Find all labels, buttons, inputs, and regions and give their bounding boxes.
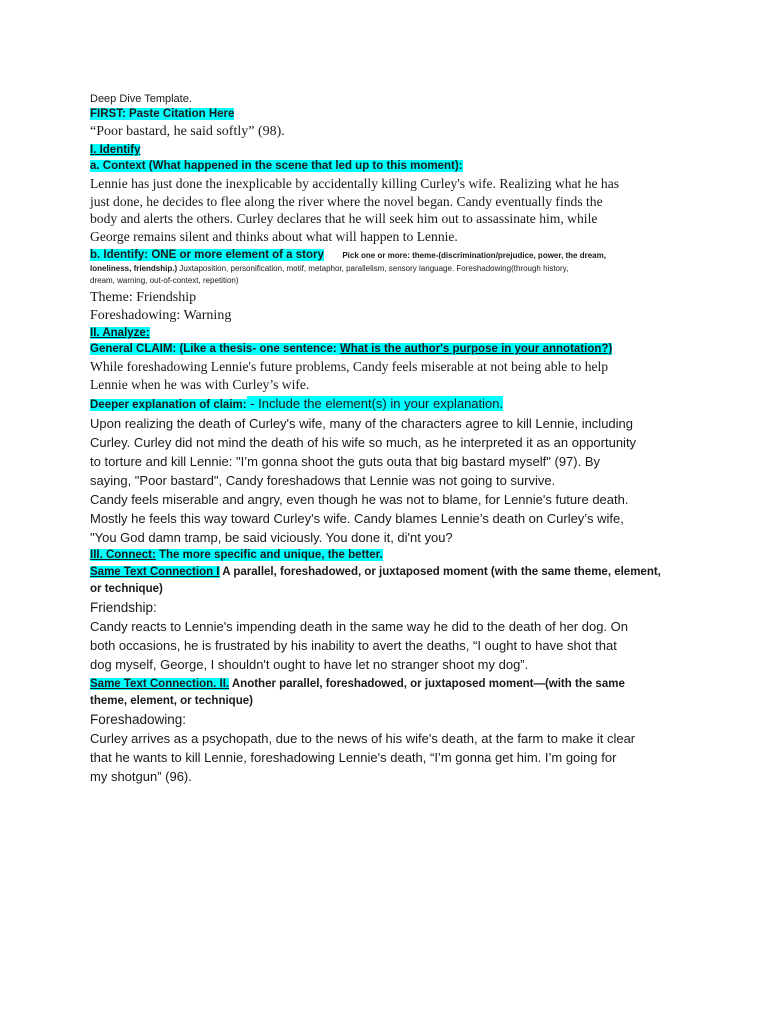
deeper-line: Mostly he feels this way toward Curley's wife. Candy blames Lennie’s death on Curley’s wife, [90, 510, 624, 526]
element-hint-themes: loneliness, friendship.) [90, 264, 178, 274]
citation-label: FIRST: Paste Citation Here [90, 108, 235, 120]
connection-2-paragraph [90, 729, 682, 786]
context-line: Lennie has just done the inexplicable by accidentally killing Curley's wife. Realizing what he has [90, 176, 620, 191]
connection-2-topic: Foreshadowing: [90, 711, 187, 727]
connection-1-desc: A parallel, foreshadowed, or juxtaposed moment (with the same theme, element, [219, 565, 661, 578]
deeper-line: saying, "Poor bastard", Candy foreshadows that Lennie was not going to survive. [90, 472, 556, 488]
context-paragraph [90, 175, 682, 245]
connection-2-desc-cont: theme, element, or technique) [90, 694, 253, 707]
element-hint-devices: Juxtaposition, personification, motif, metaphor, parallelism, sensory language. Foreshadowing(through history, [177, 264, 569, 274]
element-hint-foreshadowing: dream, warning, out-of-context, repetition) [90, 276, 239, 286]
deeper-line: "You God damn tramp, be said viciously. You done it, di'nt you? [90, 529, 453, 545]
connection-1-line: Candy reacts to Lennie's impending death in the same way he did to the death of her dog. On [90, 618, 628, 634]
claim-line: While foreshadowing Lennie's future problems, Candy feels miserable at not being able to help [90, 359, 609, 375]
context-line: George remains silent and thinks about what will happen to Lennie. [90, 228, 458, 244]
connection-1-desc-cont: or technique) [90, 582, 163, 595]
context-label: a. Context (What happened in the scene that led up to this moment): [90, 160, 463, 172]
connection-1-label: Same Text Connection I [90, 565, 220, 578]
element-hint: Pick one or more: theme-(discrimination/prejudice, power, the dream, [342, 251, 606, 261]
element-label: b. Identify: ONE or more element of a story [90, 249, 324, 262]
citation-text: “Poor bastard, he said softly” (98). [90, 124, 285, 139]
template-title: Deep Dive Template. [90, 93, 192, 105]
claim-line: Lennie when he was with Curley’s wife. [90, 376, 310, 392]
identify-heading: I. Identify [90, 144, 141, 156]
deeper-line: Candy feels miserable and angry, even though he was not to blame, for Lennie's future death. [90, 491, 629, 507]
deeper-hint: - Include the element(s) in your explanation. [246, 395, 504, 411]
connection-2-line: my shotgun” (96). [90, 768, 192, 784]
deeper-label: Deeper explanation of claim: [90, 398, 247, 411]
claim-paragraph [90, 358, 682, 393]
connect-hint: The more specific and unique, the better. [155, 548, 383, 561]
connection-1-paragraph [90, 617, 682, 674]
connection-1-topic: Friendship: [90, 599, 157, 615]
connection-2-desc: Another parallel, foreshadowed, or juxtaposed moment—(with the same [229, 677, 625, 690]
connection-1-line: dog myself, George, I shouldn't ought to have let no stranger shoot my dog”. [90, 656, 529, 672]
connect-heading: III. Connect: [90, 548, 156, 561]
context-line: just done, he decides to flee along the river where the novel began. Candy eventually finds the [90, 193, 603, 209]
connection-1-line: both occasions, he is frustrated by his inability to avert the deaths, “I ought to have shot that [90, 637, 617, 653]
deeper-line: Curley. Curley did not mind the death of his wife so much, as he interpreted it as an opportunity [90, 434, 637, 450]
document-body [90, 92, 682, 786]
deeper-line: Upon realizing the death of Curley's wife, many of the characters agree to kill Lennie, including [90, 415, 634, 431]
connection-2-line: that he wants to kill Lennie, foreshadowing Lennie's death, “I’m gonna get him. I’m going for [90, 749, 617, 765]
connection-2-line: Curley arrives as a psychopath, due to the news of his wife's death, at the farm to make it clear [90, 730, 636, 746]
foreshadowing-text: Foreshadowing: Warning [90, 308, 232, 324]
analyze-heading: II. Analyze: [90, 327, 150, 340]
theme-text: Theme: Friendship [90, 290, 197, 306]
deeper-line: to torture and kill Lennie: "I’m gonna shoot the guts outa that big bastard myself" (97). By [90, 453, 601, 469]
claim-label: General CLAIM: (Like a thesis- one sentence: [90, 343, 340, 356]
claim-question: What is the author's purpose in your annotation?) [339, 343, 613, 356]
connection-2-label: Same Text Connection. II. [90, 677, 230, 690]
context-line: body and alerts the others. Curley declares that he will seek him out to assassinate him, while [90, 211, 598, 227]
deeper-paragraph [90, 414, 682, 547]
